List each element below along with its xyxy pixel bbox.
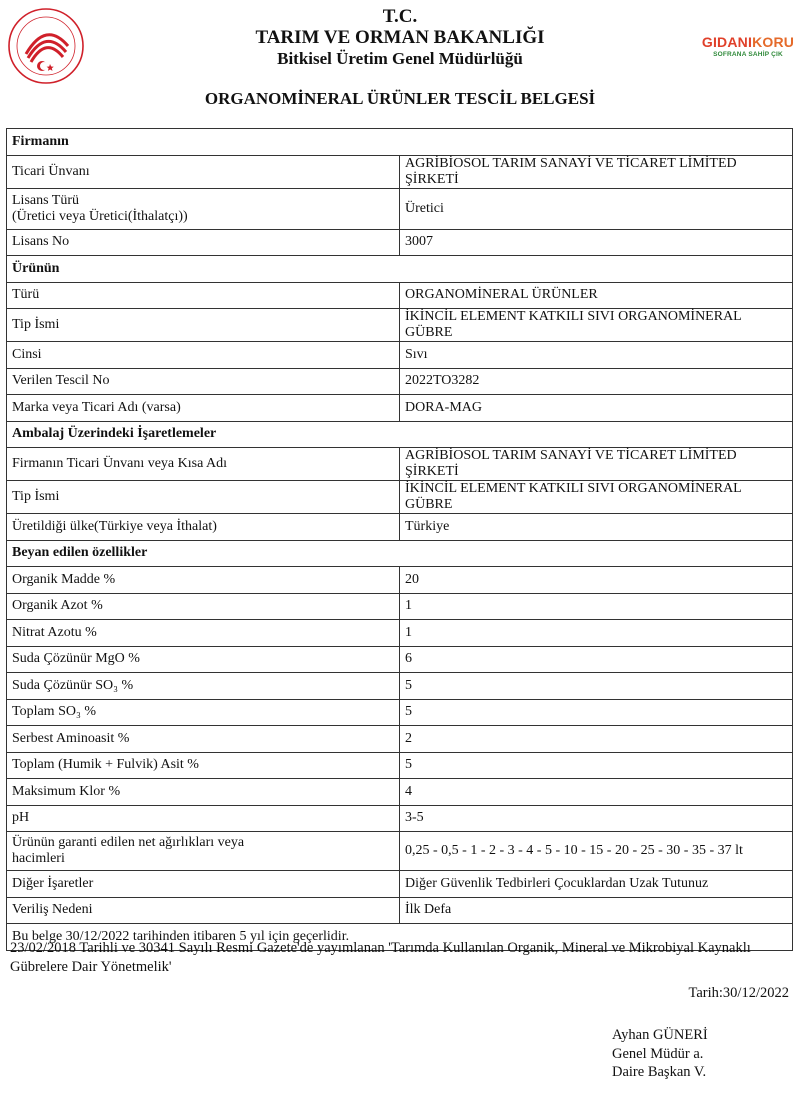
row-value: 2022TO3282 <box>400 368 793 395</box>
row-value: 0,25 - 0,5 - 1 - 2 - 3 - 4 - 5 - 10 - 15 - 20 - 25 - 30 - 35 - 37 lt <box>400 832 793 871</box>
section-header-row <box>7 540 793 567</box>
row-label: Veriliş Nedeni <box>7 897 400 924</box>
section-heading: Firmanın <box>7 129 793 156</box>
table-row <box>7 155 793 188</box>
brand-part2: KORU <box>752 34 795 50</box>
row-value: DORA-MAG <box>400 395 793 422</box>
row-value: Diğer Güvenlik Tedbirleri Çocuklardan Uzak Tutunuz <box>400 871 793 898</box>
header-line1: T.C. <box>382 6 418 27</box>
row-label-line: Ürünün garanti edilen net ağırlıkları veya <box>12 835 245 850</box>
table-row <box>7 779 793 806</box>
table-row <box>7 567 793 594</box>
row-label: Toplam (Humik + Fulvik) Asit % <box>7 752 400 779</box>
registration-table-body <box>7 129 793 951</box>
table-row <box>7 832 793 871</box>
row-label: Suda Çözünür SO₃ % <box>7 673 400 700</box>
table-row <box>7 699 793 726</box>
row-label: Diğer İşaretler <box>7 871 400 898</box>
row-label: Üretildiği ülke(Türkiye veya İthalat) <box>7 514 400 541</box>
row-label-line: (Üretici veya Üretici(İthalatçı)) <box>12 208 188 224</box>
row-value: 4 <box>400 779 793 806</box>
regulation-note: 23/02/2018 Tarihli ve 30341 Sayılı Resmi Gazete'de yayımlanan 'Tarımda Kullanılan Organik, Mineral ve Mikrobiyal Kaynaklı Gübrelere Dair Yönetmelik' <box>10 940 751 975</box>
row-label: pH <box>7 805 400 832</box>
row-value: 20 <box>400 567 793 594</box>
table-row <box>7 229 793 256</box>
row-label: Tip İsmi <box>7 309 400 342</box>
row-value: AGRİBİOSOL TARIM SANAYİ VE TİCARET LİMİTED ŞİRKETİ <box>400 155 793 188</box>
section-heading: Ambalaj Üzerindeki İşaretlemeler <box>7 421 793 448</box>
table-row <box>7 871 793 898</box>
row-value: ORGANOMİNERAL ÜRÜNLER <box>400 282 793 309</box>
header-directorate: Bitkisel Üretim Genel Müdürlüğü <box>277 49 523 68</box>
row-value: Türkiye <box>400 514 793 541</box>
row-label: Maksimum Klor % <box>7 779 400 806</box>
row-label <box>7 832 400 871</box>
table-row <box>7 448 793 481</box>
table-row <box>7 805 793 832</box>
row-value: 1 <box>400 620 793 647</box>
table-row <box>7 188 793 229</box>
table-row <box>7 673 793 700</box>
row-value: İKİNCİL ELEMENT KATKILI SIVI ORGANOMİNERAL GÜBRE <box>400 481 793 514</box>
row-label <box>7 188 400 229</box>
row-value: 5 <box>400 673 793 700</box>
row-value: AGRİBİOSOL TARIM SANAYİ VE TİCARET LİMİTED ŞİRKETİ <box>400 448 793 481</box>
row-label: Firmanın Ticari Ünvanı veya Kısa Adı <box>7 448 400 481</box>
table-row <box>7 514 793 541</box>
table-row <box>7 620 793 647</box>
row-value: 3-5 <box>400 805 793 832</box>
row-value: 5 <box>400 699 793 726</box>
table-row <box>7 309 793 342</box>
row-value: Üretici <box>400 188 793 229</box>
row-value: 6 <box>400 646 793 673</box>
signature-block <box>612 1026 708 1082</box>
row-label: Cinsi <box>7 342 400 369</box>
row-label: Suda Çözünür MgO % <box>7 646 400 673</box>
row-label-line: Lisans Türü <box>12 192 80 208</box>
signer-name: Ayhan GÜNERİ <box>612 1027 708 1043</box>
table-row <box>7 646 793 673</box>
row-label: Türü <box>7 282 400 309</box>
row-label: Nitrat Azotu % <box>7 620 400 647</box>
validity-text: Bu belge 30/12/2022 tarihinden itibaren 5 yıl için geçerlidir. <box>7 924 793 951</box>
row-value: 5 <box>400 752 793 779</box>
row-label: Marka veya Ticari Adı (varsa) <box>7 395 400 422</box>
row-value: İKİNCİL ELEMENT KATKILI SIVI ORGANOMİNERAL GÜBRE <box>400 309 793 342</box>
table-row <box>7 342 793 369</box>
issue-date: Tarih:30/12/2022 <box>688 985 789 1001</box>
table-row <box>7 593 793 620</box>
table-row <box>7 752 793 779</box>
table-row <box>7 282 793 309</box>
row-label: Toplam SO₃ % <box>7 699 400 726</box>
brand-tagline: SOFRANA SAHİP ÇIK <box>713 51 783 58</box>
row-label: Verilen Tescil No <box>7 368 400 395</box>
table-row <box>7 726 793 753</box>
row-label: Ticari Ünvanı <box>7 155 400 188</box>
row-label: Organik Madde % <box>7 567 400 594</box>
row-label: Tip İsmi <box>7 481 400 514</box>
section-header-row <box>7 421 793 448</box>
signer-title-2: Daire Başkan V. <box>612 1064 707 1080</box>
registration-table <box>6 128 793 951</box>
table-row <box>7 897 793 924</box>
row-value: 2 <box>400 726 793 753</box>
document-title: ORGANOMİNERAL ÜRÜNLER TESCİL BELGESİ <box>204 89 596 108</box>
row-label: Organik Azot % <box>7 593 400 620</box>
row-value: 1 <box>400 593 793 620</box>
row-value: Sıvı <box>400 342 793 369</box>
header-ministry: TARIM VE ORMAN BAKANLIĞI <box>255 27 545 48</box>
row-label: Lisans No <box>7 229 400 256</box>
section-header-row <box>7 129 793 156</box>
table-row <box>7 481 793 514</box>
section-heading: Ürünün <box>7 256 793 283</box>
section-header-row <box>7 256 793 283</box>
brand-part1: GIDANI <box>701 34 753 50</box>
section-heading: Beyan edilen özellikler <box>7 540 793 567</box>
table-row <box>7 368 793 395</box>
row-label-line: hacimleri <box>12 851 65 866</box>
row-label: Serbest Aminoasit % <box>7 726 400 753</box>
row-value: 3007 <box>400 229 793 256</box>
row-value: İlk Defa <box>400 897 793 924</box>
signer-title-1: Genel Müdür a. <box>612 1045 704 1062</box>
table-row <box>7 395 793 422</box>
